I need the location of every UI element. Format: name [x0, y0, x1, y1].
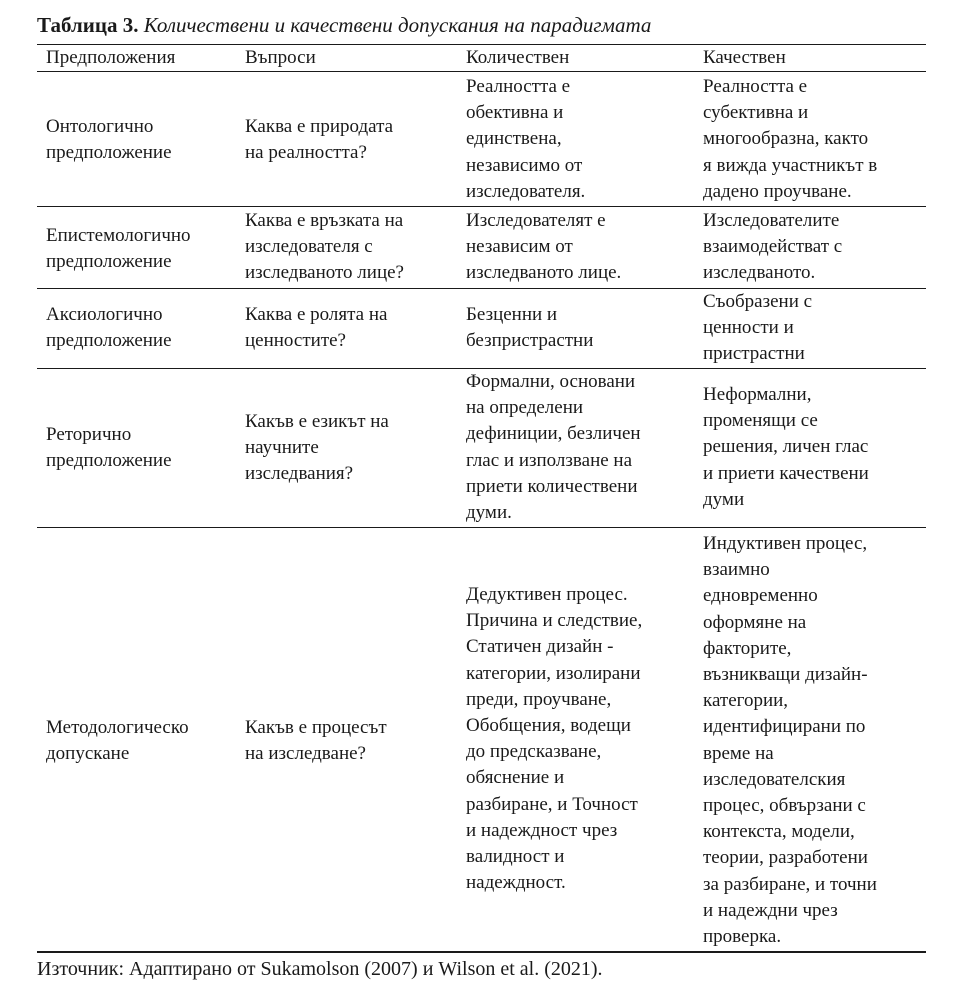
header-bottom-rule: [37, 71, 926, 72]
table-row-epistemological-question: Каква е връзката на изследователя с изследваното лице?: [245, 210, 404, 284]
table-row-rhetorical-assumption: Реторично предположение: [46, 424, 172, 472]
table-row-ontological-qualitative: Реалността е субективна и многообразна, както я вижда участникът в дадено проучване.: [703, 76, 878, 202]
table-row-methodological-qualitative: Индуктивен процес, взаимно едновременно оформяне на факторите, възникващи дизайн- категории, идентифицирани по време на изследователския процес, обвързани с контекста, модели, теории, разработени за разбиране, и точни и надеждни чрез проверка.: [703, 533, 877, 948]
table-row-ontological-assumption: Онтологично предположение: [46, 116, 172, 164]
header-assumptions: Предположения: [46, 47, 176, 68]
row-divider: [37, 527, 926, 528]
table-row-axiological-assumption: Аксиологично предположение: [46, 304, 172, 352]
table-row-rhetorical-qualitative: Неформални, променящи се решения, личен глас и приети качествени думи: [703, 384, 869, 510]
table-row-methodological-assumption: Методологическо допускане: [46, 717, 189, 765]
row-divider: [37, 206, 926, 207]
table-row-epistemological-assumption: Епистемологично предположение: [46, 225, 191, 273]
table-bottom-rule: [37, 951, 926, 953]
header-qualitative: Качествен: [703, 47, 786, 68]
table-row-epistemological-quantitative: Изследователят е независим от изследваното лице.: [466, 210, 622, 284]
table-row-axiological-qualitative: Съобразени с ценности и пристрастни: [703, 291, 813, 365]
header-top-rule: [37, 44, 926, 45]
header-quantitative: Количествен: [466, 47, 570, 68]
table-row-methodological-quantitative: Дедуктивен процес. Причина и следствие, Статичен дизайн - категории, изолирани преди, проучване, Обобщения, водещи до предсказване, обяснение и разбиране, и Точност и надеждност чрез валидност и надеждност.: [466, 584, 643, 894]
table-caption: [37, 12, 651, 38]
table-row-rhetorical-question: Какъв е езикът на научните изследвания?: [245, 411, 389, 485]
table-row-axiological-question: Каква е ролята на ценностите?: [245, 304, 388, 352]
table-row-ontological-quantitative: Реалността е обективна и единствена, независимо от изследователя.: [466, 76, 586, 202]
table-row-ontological-question: Каква е природата на реалността?: [245, 116, 394, 164]
table-row-epistemological-qualitative: Изследователите взаимодействат с изследваното.: [703, 210, 843, 284]
caption-title: Количествени и качествени допускания на парадигмата: [138, 13, 652, 37]
source-note: Източник: Адаптирано от Sukamolson (2007) и Wilson et al. (2021).: [37, 958, 603, 980]
header-questions: Въпроси: [245, 47, 316, 68]
table-row-methodological-question: Какъв е процесът на изследване?: [245, 717, 387, 765]
caption-label: Таблица 3.: [37, 13, 139, 37]
table-row-rhetorical-quantitative: Формални, основани на определени дефиниции, безличен глас и използване на приети количествени думи.: [466, 371, 641, 524]
table-row-axiological-quantitative: Безценни и безпристрастни: [466, 304, 594, 352]
